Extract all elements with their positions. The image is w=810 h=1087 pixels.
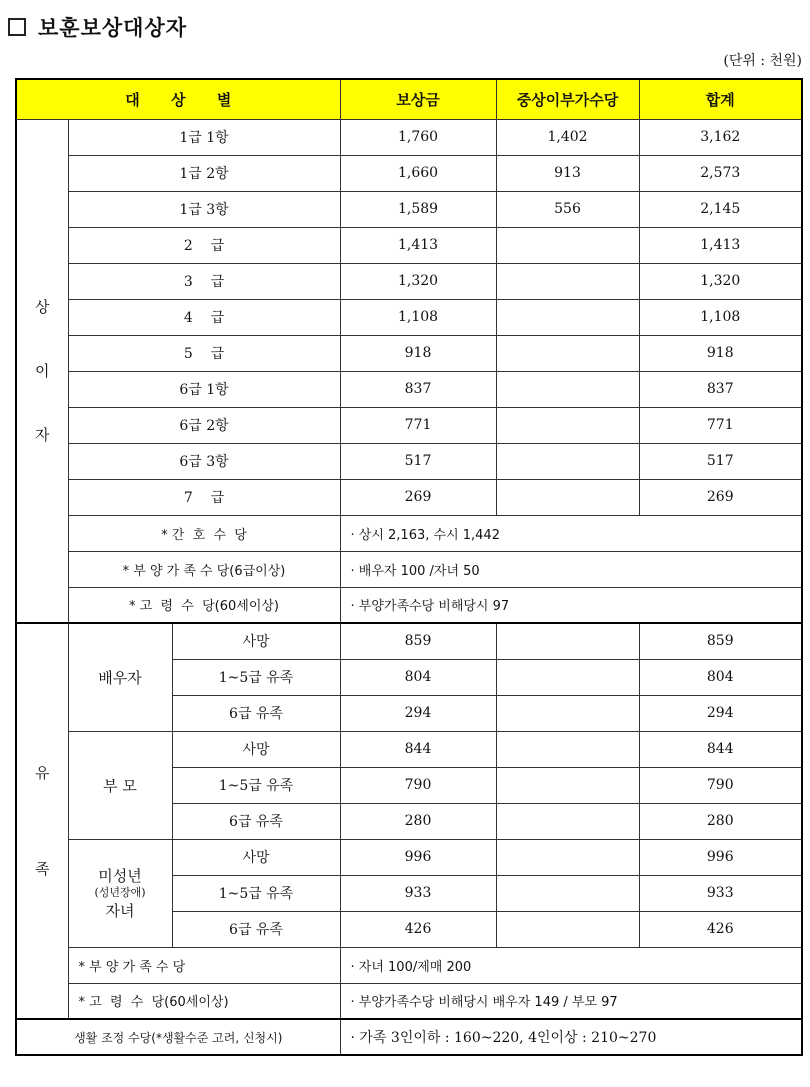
relation-name: 미성년 — [98, 867, 142, 885]
extra-cell: 1,402 — [496, 119, 639, 155]
header-row — [16, 79, 802, 119]
extra-cell — [496, 803, 639, 839]
title-text: 보훈보상대상자 — [38, 15, 188, 40]
comp-cell: 1,320 — [340, 263, 496, 299]
table-row — [16, 839, 802, 875]
extra-cell — [496, 767, 639, 803]
total-cell: 837 — [639, 371, 802, 407]
total-cell: 804 — [639, 659, 802, 695]
table-row — [16, 299, 802, 335]
total-cell: 280 — [639, 803, 802, 839]
comp-cell: 1,108 — [340, 299, 496, 335]
header-total: 합계 — [639, 79, 802, 119]
comp-cell: 933 — [340, 875, 496, 911]
type-cell: 사망 — [172, 839, 340, 875]
table-row — [16, 479, 802, 515]
extra-cell — [496, 443, 639, 479]
total-cell: 2,145 — [639, 191, 802, 227]
total-cell: 771 — [639, 407, 802, 443]
note-value: · 부양가족수당 비해당시 97 — [340, 587, 802, 623]
extra-cell — [496, 911, 639, 947]
total-cell: 996 — [639, 839, 802, 875]
grade-cell: 4 급 — [68, 299, 340, 335]
page-title — [8, 12, 187, 42]
grade-cell: 1급 1항 — [68, 119, 340, 155]
extra-cell — [496, 623, 639, 659]
comp-cell: 1,413 — [340, 227, 496, 263]
table-row — [16, 119, 802, 155]
table-row — [16, 263, 802, 299]
total-cell: 269 — [639, 479, 802, 515]
comp-cell: 844 — [340, 731, 496, 767]
note-row — [16, 983, 802, 1019]
bereaved-label: 유 족 — [16, 623, 68, 1019]
note-row — [16, 587, 802, 623]
extra-cell — [496, 731, 639, 767]
note-value: · 상시 2,163, 수시 1,442 — [340, 515, 802, 551]
note-label: * 고 령 수 당(60세이상) — [68, 587, 340, 623]
note-row — [16, 947, 802, 983]
comp-cell: 859 — [340, 623, 496, 659]
total-cell: 294 — [639, 695, 802, 731]
type-cell: 사망 — [172, 731, 340, 767]
note-label: * 고 령 수 당(60세이상) — [68, 983, 340, 1019]
extra-cell: 556 — [496, 191, 639, 227]
grade-cell: 7 급 — [68, 479, 340, 515]
grade-cell: 5 급 — [68, 335, 340, 371]
extra-cell — [496, 371, 639, 407]
type-cell: 6급 유족 — [172, 911, 340, 947]
note-label: * 부 양 가 족 수 당 — [68, 947, 340, 983]
extra-cell — [496, 695, 639, 731]
relation-sub: (성년장애) — [94, 886, 146, 899]
extra-cell — [496, 875, 639, 911]
type-cell: 1~5급 유족 — [172, 875, 340, 911]
comp-cell: 294 — [340, 695, 496, 731]
table-row — [16, 227, 802, 263]
total-cell: 1,413 — [639, 227, 802, 263]
comp-cell: 1,589 — [340, 191, 496, 227]
total-cell: 918 — [639, 335, 802, 371]
total-cell: 1,320 — [639, 263, 802, 299]
note-value: · 배우자 100 /자녀 50 — [340, 551, 802, 587]
grade-cell: 2 급 — [68, 227, 340, 263]
note-value: · 자녀 100/제매 200 — [340, 947, 802, 983]
total-cell: 1,108 — [639, 299, 802, 335]
total-cell: 3,162 — [639, 119, 802, 155]
extra-cell — [496, 839, 639, 875]
note-value: · 부양가족수당 비해당시 배우자 149 / 부모 97 — [340, 983, 802, 1019]
unit-label: (단위 : 천원) — [723, 53, 802, 69]
relation-cell: 부 모 — [68, 731, 172, 839]
type-cell: 사망 — [172, 623, 340, 659]
living-label: 생활 조정 수당(*생활수준 고려, 신청시) — [16, 1019, 340, 1055]
table-row — [16, 407, 802, 443]
extra-cell — [496, 227, 639, 263]
total-cell: 844 — [639, 731, 802, 767]
table-row — [16, 623, 802, 659]
extra-cell — [496, 263, 639, 299]
comp-cell: 804 — [340, 659, 496, 695]
comp-cell: 918 — [340, 335, 496, 371]
compensation-table — [15, 78, 803, 1056]
header-extra: 중상이부가수당 — [496, 79, 639, 119]
note-row — [16, 515, 802, 551]
living-value: · 가족 3인이하 : 160~220, 4인이상 : 210~270 — [340, 1019, 802, 1055]
comp-cell: 426 — [340, 911, 496, 947]
comp-cell: 1,660 — [340, 155, 496, 191]
comp-cell: 771 — [340, 407, 496, 443]
grade-cell: 6급 1항 — [68, 371, 340, 407]
type-cell: 6급 유족 — [172, 803, 340, 839]
total-cell: 790 — [639, 767, 802, 803]
wounded-label: 상 이 자 — [16, 119, 68, 623]
total-cell: 2,573 — [639, 155, 802, 191]
type-cell: 1~5급 유족 — [172, 659, 340, 695]
grade-cell: 6급 3항 — [68, 443, 340, 479]
table-row — [16, 443, 802, 479]
total-cell: 933 — [639, 875, 802, 911]
note-label: * 간 호 수 당 — [68, 515, 340, 551]
extra-cell — [496, 659, 639, 695]
extra-cell — [496, 335, 639, 371]
table-row — [16, 191, 802, 227]
table-row — [16, 335, 802, 371]
extra-cell: 913 — [496, 155, 639, 191]
extra-cell — [496, 479, 639, 515]
comp-cell: 269 — [340, 479, 496, 515]
note-row — [16, 551, 802, 587]
comp-cell: 790 — [340, 767, 496, 803]
total-cell: 426 — [639, 911, 802, 947]
comp-cell: 996 — [340, 839, 496, 875]
grade-cell: 6급 2항 — [68, 407, 340, 443]
total-cell: 517 — [639, 443, 802, 479]
grade-cell: 1급 3항 — [68, 191, 340, 227]
grade-cell: 1급 2항 — [68, 155, 340, 191]
table-row — [16, 731, 802, 767]
extra-cell — [496, 407, 639, 443]
total-cell: 859 — [639, 623, 802, 659]
relation-cell: 배우자 — [68, 623, 172, 731]
comp-cell: 837 — [340, 371, 496, 407]
extra-cell — [496, 299, 639, 335]
relation-name2: 자녀 — [105, 902, 135, 920]
comp-cell: 280 — [340, 803, 496, 839]
type-cell: 1~5급 유족 — [172, 767, 340, 803]
table-row — [16, 371, 802, 407]
comp-cell: 1,760 — [340, 119, 496, 155]
checkbox-square-icon — [8, 18, 26, 36]
header-category: 대 상 별 — [16, 79, 340, 119]
relation-cell — [68, 839, 172, 947]
header-comp: 보상금 — [340, 79, 496, 119]
table-row — [16, 155, 802, 191]
grade-cell: 3 급 — [68, 263, 340, 299]
living-row — [16, 1019, 802, 1055]
type-cell: 6급 유족 — [172, 695, 340, 731]
comp-cell: 517 — [340, 443, 496, 479]
note-label: * 부 양 가 족 수 당(6급이상) — [68, 551, 340, 587]
